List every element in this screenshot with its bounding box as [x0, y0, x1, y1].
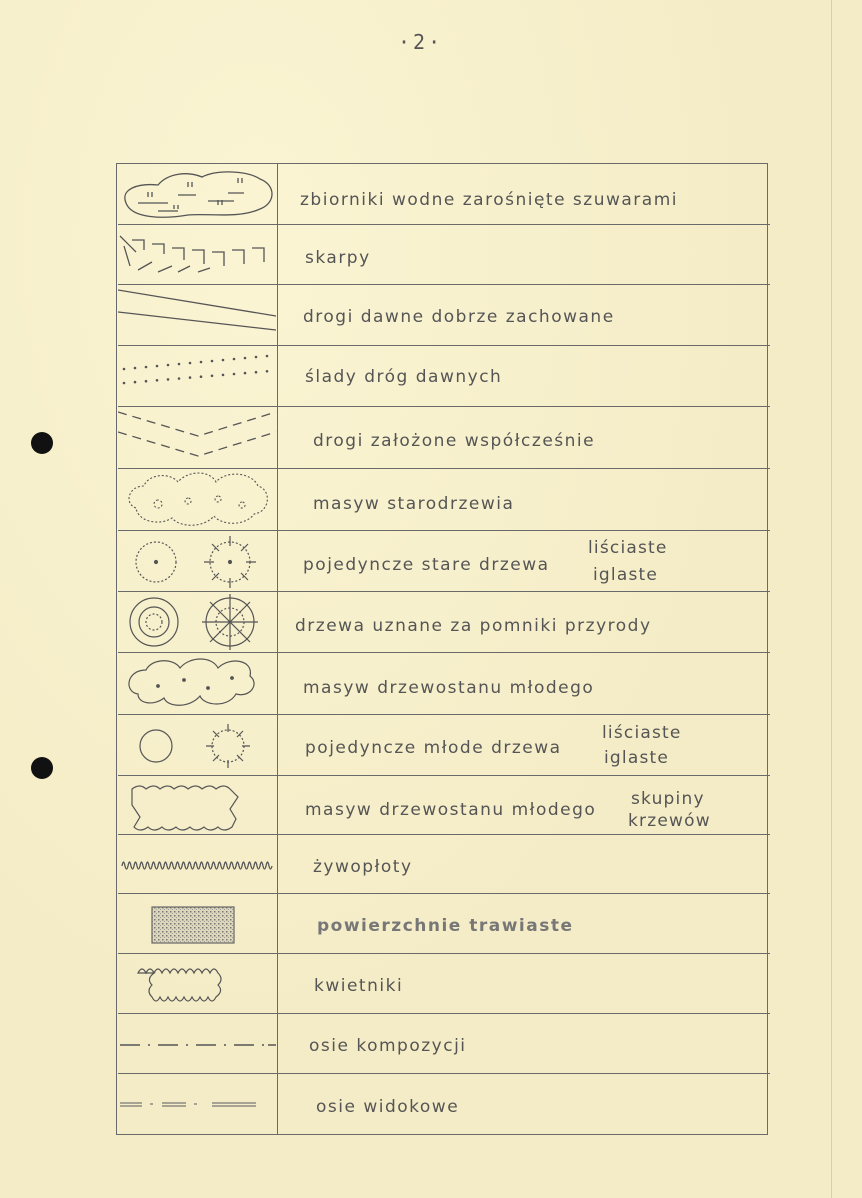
monument-trees-icon — [118, 593, 276, 651]
young-stand-icon — [118, 654, 276, 712]
road-trace-icon — [118, 347, 276, 405]
row-divider — [118, 834, 770, 835]
legend-label-monument-trees: drzewa uznane za pomniki przyrody — [295, 616, 652, 636]
row-divider — [118, 714, 770, 715]
legend-column-divider — [277, 163, 278, 1135]
view-axis-icon — [118, 1075, 276, 1133]
legend-label-escarpment: skarpy — [305, 248, 371, 268]
road-trace-dot — [244, 372, 247, 375]
legend-label-modern-road: drogi założone współcześnie — [313, 431, 596, 451]
legend-label-single-young-trees: pojedyncze młode drzewa — [305, 738, 562, 758]
hedge-icon — [118, 836, 276, 892]
road-trace-dot — [244, 357, 247, 360]
road-trace-dot — [123, 382, 126, 385]
road-trace-dot — [178, 377, 181, 380]
road-trace-dot — [156, 365, 159, 368]
road-trace-dot — [211, 375, 214, 378]
road-trace-dot — [123, 368, 126, 371]
road-trace-dot — [266, 370, 269, 373]
row-divider — [118, 345, 770, 346]
road-trace-dot — [255, 371, 258, 374]
legend-side-shrubs: krzewów — [628, 811, 711, 831]
row-divider — [118, 591, 770, 592]
road-trace-dot — [189, 362, 192, 365]
page-edge — [831, 0, 832, 1198]
road-trace-dot — [222, 359, 225, 362]
road-trace-dot — [145, 380, 148, 383]
row-divider — [118, 284, 770, 285]
road-trace-dot — [156, 379, 159, 382]
road-trace-dot — [134, 367, 137, 370]
row-divider — [118, 406, 770, 407]
composition-axis-icon — [118, 1015, 276, 1072]
row-divider — [118, 953, 770, 954]
legend-label-young-stand-shrubs: masyw drzewostanu młodego — [305, 800, 597, 820]
modern-road-icon — [118, 408, 276, 466]
road-trace-dot — [233, 358, 236, 361]
row-divider — [118, 1073, 770, 1074]
legend-label-view-axis: osie widokowe — [316, 1097, 460, 1117]
road-trace-dot — [145, 366, 148, 369]
row-divider — [118, 775, 770, 776]
road-trace-dot — [167, 364, 170, 367]
row-divider — [118, 1013, 770, 1014]
road-trace-dot — [200, 375, 203, 378]
legend-side-shrub-groups: skupiny — [631, 789, 705, 809]
old-tree-mass-icon — [118, 470, 276, 528]
reed-water-icon — [118, 165, 276, 223]
road-trace-dot — [178, 363, 181, 366]
legend-label-grass-area: powierzchnie trawiaste — [317, 916, 574, 936]
page-number: ·2· — [398, 30, 444, 54]
flowerbed-icon — [118, 955, 276, 1012]
punch-hole-bottom — [31, 757, 53, 779]
road-trace-dot — [189, 376, 192, 379]
row-divider — [118, 468, 770, 469]
legend-side-deciduous: liściaste — [602, 723, 682, 743]
road-trace-dot — [266, 355, 269, 358]
shrub-groups-icon — [118, 777, 276, 833]
legend-label-flowerbed: kwietniki — [314, 976, 404, 996]
legend-label-reed-water: zbiorniki wodne zarośnięte szuwarami — [300, 190, 678, 210]
legend-label-single-old-trees: pojedyncze stare drzewa — [303, 555, 550, 575]
grass-area-icon — [118, 895, 276, 952]
old-road-icon — [118, 286, 276, 344]
escarpment-icon — [118, 226, 276, 284]
road-trace-dot — [233, 373, 236, 376]
road-trace-dot — [200, 361, 203, 364]
legend-label-hedge: żywopłoty — [313, 857, 413, 877]
single-young-trees-icon — [118, 716, 276, 774]
legend-side-coniferous: iglaste — [604, 748, 670, 768]
row-divider — [118, 652, 770, 653]
road-trace-dot — [222, 374, 225, 377]
row-divider — [118, 530, 770, 531]
legend-label-composition-axis: osie kompozycji — [309, 1036, 467, 1056]
row-divider — [118, 224, 770, 225]
road-trace-dot — [134, 381, 137, 384]
legend-label-old-road: drogi dawne dobrze zachowane — [303, 307, 615, 327]
legend-label-young-stand: masyw drzewostanu młodego — [303, 678, 595, 698]
punch-hole-top — [31, 432, 53, 454]
legend-side-coniferous: iglaste — [593, 565, 659, 585]
legend-label-old-tree-mass: masyw starodrzewia — [313, 494, 515, 514]
road-trace-dot — [167, 378, 170, 381]
row-divider — [118, 893, 770, 894]
legend-label-road-trace: ślady dróg dawnych — [305, 367, 503, 387]
road-trace-dot — [255, 356, 258, 359]
legend-side-deciduous: liściaste — [588, 538, 668, 558]
single-old-trees-icon — [118, 532, 276, 590]
road-trace-dot — [211, 360, 214, 363]
